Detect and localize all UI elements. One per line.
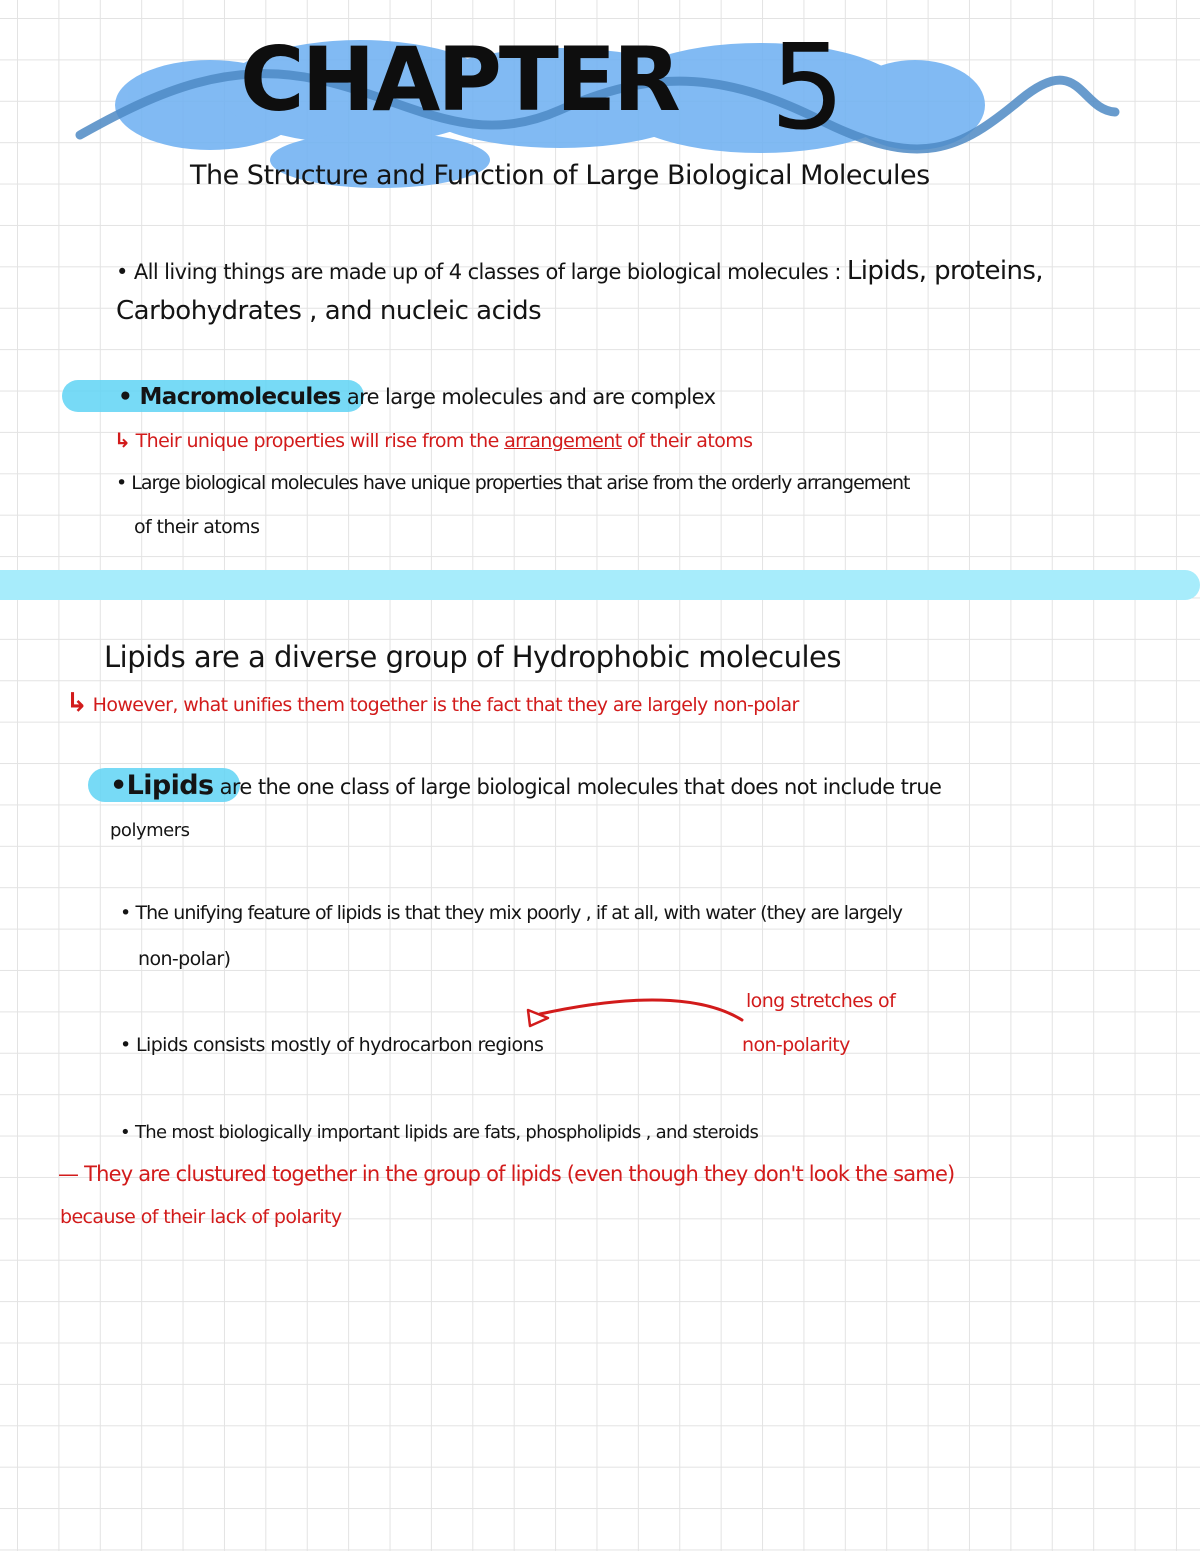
side-note-line2: non-polarity <box>742 1034 850 1056</box>
note-arrangement-b: of their atoms <box>627 430 753 452</box>
lipids-heading-note-text: However, what unifies them together is the fact that they are largely non-polar <box>92 694 799 716</box>
bullet-classes-bold1: Lipids, proteins, <box>846 256 1043 286</box>
macromolecules-definition: are large molecules and are complex <box>346 385 716 409</box>
chapter-number: 5 <box>770 18 846 156</box>
bullet-unique-properties-line1: • Large biological molecules have unique properties that arise from the orderly arrangement <box>116 472 910 494</box>
arrow-curve <box>540 1000 742 1020</box>
bullet-unique-properties-line2: of their atoms <box>134 516 260 538</box>
curved-arrow-icon: ↳ <box>66 688 88 718</box>
cluster-note-line2: because of their lack of polarity <box>60 1206 342 1228</box>
bullet-unifying-line1: • The unifying feature of lipids is that they mix poorly , if at all, with water (they are largely <box>120 902 903 924</box>
bullet-classes-lead: • All living things are made up of 4 classes of large biological molecules : <box>116 260 841 284</box>
bullet-unifying-line2: non-polar) <box>138 948 231 970</box>
bullet-important-lipids: • The most biologically important lipids are fats, phospholipids , and steroids <box>120 1122 759 1143</box>
note-arrangement-underlined: arrangement <box>504 430 622 452</box>
cluster-note-line1: — They are clustured together in the group of lipids (even though they don't look the same) <box>58 1162 955 1186</box>
chapter-title: CHAPTER <box>240 28 678 131</box>
side-note-line1: long stretches of <box>746 990 896 1012</box>
bullet-classes-line2: Carbohydrates , and nucleic acids <box>116 296 542 326</box>
lipids-term: •Lipids <box>110 770 214 801</box>
lipids-definition: are the one class of large biological molecules that does not include true <box>219 775 942 799</box>
macromolecules-term: • Macromolecules <box>118 384 341 410</box>
curved-arrow-icon: ↳ <box>114 428 131 452</box>
chapter-subtitle: The Structure and Function of Large Biological Molecules <box>190 160 930 191</box>
note-arrangement-a: Their unique properties will rise from the <box>135 430 499 452</box>
bullet-hydrocarbon: • Lipids consists mostly of hydrocarbon regions <box>120 1034 544 1056</box>
lipids-heading: Lipids are a diverse group of Hydrophobic molecules <box>104 640 841 674</box>
bullet-lipids-polymers-line2: polymers <box>110 820 190 841</box>
